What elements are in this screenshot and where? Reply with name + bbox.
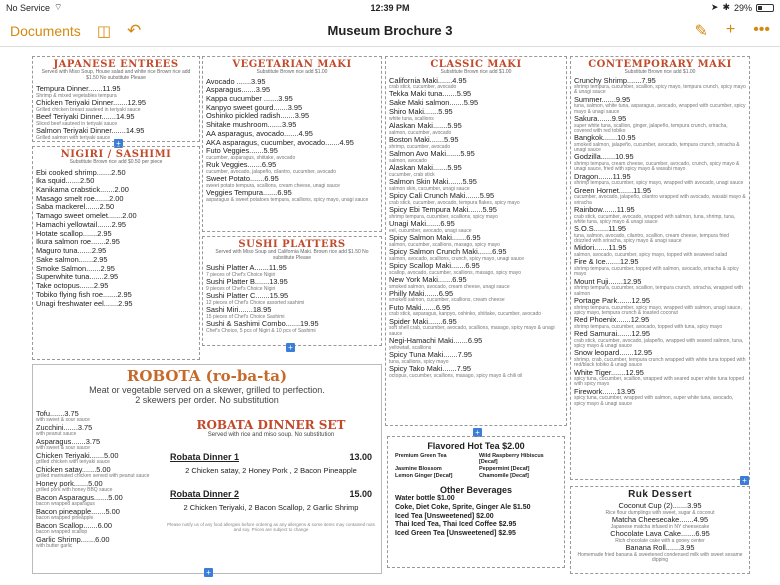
menu-item: Alaskan Maki.......5.95 [389, 162, 462, 172]
brochure-page [30, 52, 752, 582]
menu-item-desc: tuna, scallions, spicy mayo [389, 358, 449, 365]
menu-item-desc: crab stick, cucumber, avocado, jalapeño, wrapped with seared salmon, tuna, spicy mayo & unagi sauce [574, 337, 744, 350]
menu-item: Futo Maki.......6.95 [389, 302, 451, 312]
add-section-icon[interactable]: + [286, 343, 295, 352]
menu-item-desc: super white tuna, scallion, ginger, jalapeño, tempura crunch, sriracha, covered with red tobiko [574, 122, 728, 134]
menu-item-desc: salmon skin, cucumber, unagi sauce [389, 185, 470, 192]
menu-item: Salmon Teriyaki Dinner.......14.95 [36, 125, 145, 135]
menu-item: Coconut Cup (2).......3.95 [618, 501, 702, 510]
vegetarian-sub: Substitute Brown rice add $1.00 [256, 69, 328, 75]
dinner-1-price: 13.00 [349, 451, 372, 462]
menu-item: Hotate scallop.......2.95 [36, 228, 112, 238]
menu-item: Unagi freshwater eel.......2.95 [36, 298, 133, 308]
menu-item-desc: smoked salmon, jalapeño, cucumber, avocado, tempura crunch, sriracha & unagi sauce [574, 141, 740, 154]
menu-item: Rainbow.......11.95 [574, 204, 635, 214]
menu-item-desc: Grilled chicken breast sauteed in teriyaki sauce [36, 106, 141, 113]
robota-box[interactable] [32, 364, 382, 574]
menu-item: Asparagus.......3.75 [36, 436, 101, 446]
menu-item-desc: salmon, avocado [389, 157, 427, 164]
dinner-2-name: Robata Dinner 2 [170, 488, 240, 499]
documents-button[interactable]: Documents [10, 22, 81, 39]
contemporary-maki-box[interactable] [570, 56, 750, 480]
menu-item-desc: Rich chocolate cake with a gooey center [615, 537, 705, 544]
nigiri-sashimi-box[interactable] [32, 146, 200, 360]
menu-item: AKA asparagus, cucumber, avocado.......4.95 [206, 137, 354, 147]
menu-item-desc: Japanese matcha infused in NY cheesecake [610, 523, 710, 530]
app-toolbar [0, 15, 780, 47]
menu-item: Kanikama crabstick.......2.00 [36, 184, 129, 194]
menu-item: Futo Veggies.......5.95 [206, 146, 278, 156]
tea-item: Chamomile [Decaf] [479, 473, 529, 479]
vegetarian-maki-box[interactable] [202, 56, 382, 232]
classic-sub: Substitute Brown rice add $1.00 [440, 69, 512, 75]
beverages-box[interactable] [387, 436, 565, 568]
menu-item: Tofu.......3.75 [36, 408, 79, 418]
menu-item: Spicy Cali Crunch Maki.......5.95 [389, 190, 495, 200]
menu-item: Godzilla.......10.95 [574, 152, 634, 162]
other-beverages-title: Other Beverages [439, 485, 513, 495]
nigiri-sub: Substitute Brown rice add $0.50 per piece [69, 159, 163, 165]
menu-item: AA asparagus, avocado.......4.95 [206, 128, 313, 138]
menu-item: Honey pork.......5.00 [36, 478, 103, 488]
menu-item: Tempura Dinner.......11.95 [36, 84, 121, 93]
menu-item: Sake salmon.......2.95 [36, 254, 108, 264]
tea-item: Peppermint [Decaf] [479, 466, 530, 472]
menu-item: Red Phoenix.......12.95 [574, 315, 650, 325]
menu-item: Smoke Salmon.......2.95 [36, 263, 115, 273]
menu-item: Bacon pineapple.......5.00 [36, 506, 120, 516]
menu-item-desc: octopus, cucumber, scallions, masago, spicy mayo & chili oil [389, 372, 523, 379]
beverage-item: Iced Green Tea [Unsweetened] $2.95 [395, 530, 516, 537]
menu-item: Banana Roll.......3.95 [625, 542, 695, 552]
menu-item-desc: bacon wrapped pineapple [36, 515, 94, 522]
menu-item-desc: spicy tuna, cucumber, scallion, wrapped with seared super white tuna topped with spicy mayo [574, 376, 745, 388]
menu-item: S.O.S.......11.95 [574, 224, 627, 234]
menu-item: New York Maki.......6.95 [389, 274, 467, 284]
robota-sub-1: Meat or vegetable served on a skewer, grilled to perfection. [89, 385, 325, 395]
menu-item-desc: white tuna, scallions [389, 115, 434, 122]
menu-item-desc: smoked salmon, cucumber, scallions, cream cheese [389, 297, 505, 304]
classic-maki-box[interactable] [385, 56, 567, 426]
menu-item-desc: yellowtail, scallions [389, 344, 432, 351]
menu-item-desc: cucumber, avocado, jalapeño, cilantro, cucumber, avocado [206, 169, 337, 176]
menu-item: Chicken satay.......5.00 [36, 464, 111, 474]
tea-item: Jasmine Blossom [395, 466, 442, 472]
tea-item: Wild Raspberry Hibiscus [Decaf] [479, 453, 544, 465]
menu-item: Matcha Cheesecake.......4.95 [611, 514, 709, 524]
menu-item: Sashi Miri.......18.95 [206, 304, 272, 314]
classic-title: CLASSIC MAKI [430, 59, 522, 70]
menu-item-desc: shrimp tempura, cucumber, spicy mayo, wrapped with salmon, unagi sauce, spicy mayo, tempura crunch & toasted coconut [574, 304, 742, 316]
japanese-entrees-title: JAPANESE ENTREES [53, 59, 179, 70]
contemporary-sub: Substitute Brown rice add $1.00 [624, 69, 696, 75]
menu-item: Spider Maki.......6.95 [389, 316, 457, 326]
beverage-item: Iced Tea [Unsweetened] $2.00 [395, 512, 494, 520]
menu-item: Green Hornet.......11.95 [574, 185, 652, 195]
menu-item-desc: shrimp tempura, cucumber, scallion, spicy mayo, tempura crunch, spicy mayo & unagi sauce [574, 84, 746, 96]
menu-item-desc: cucumber, crab stick [389, 171, 435, 178]
platters-title: SUSHI PLATTERS [238, 239, 346, 250]
menu-item-desc: 15 pieces of Chef's Choice Sashimi [206, 313, 285, 320]
menu-item-desc: shrimp, crab, cucumber, tempura crunch wrapped with white tuna topped with red/black tobiko & unagi sauce [574, 357, 746, 369]
menu-item: Unagi Maki.......6.95 [389, 218, 455, 228]
status-bar [0, 0, 780, 15]
nigiri-title: NIGIRI / SASHIMI [60, 149, 172, 160]
robota-title: ROBOTA (ro-ba-ta) [126, 367, 288, 385]
location-icon: ➤ [710, 2, 719, 12]
menu-item-desc: shrimp, cucumber, avocado [389, 143, 451, 150]
menu-item: Dragon.......11.95 [574, 171, 631, 181]
menu-item-desc: salmon, cucumber, scallions, masago, spicy mayo [389, 241, 500, 248]
menu-item: Zucchini.......3.75 [36, 422, 93, 432]
menu-item: Sushi Platter C.......15.95 [206, 290, 289, 300]
menu-item-desc: eel, cucumber, avocado, unagi sauce [389, 227, 472, 234]
menu-item: Spicy Scallop Maki.......6.95 [389, 260, 480, 270]
menu-item: Tobiko flying fish roe.......2.95 [36, 289, 132, 299]
menu-item: Ebi cooked shrimp.......2.50 [36, 167, 126, 177]
menu-item: Sushi & Sashimi Combo.......19.95 [206, 318, 319, 328]
battery-percent: 29% [733, 2, 752, 13]
menu-item: Oshinko pickled radish.......3.95 [206, 111, 310, 121]
menu-item: Bacon Scallop.......6.00 [36, 520, 113, 530]
tea-item: Premium Green Tea [395, 453, 447, 459]
undo-icon[interactable]: ↶ [127, 20, 142, 40]
menu-item: Avocado .......3.95 [206, 76, 266, 86]
allergy-note: Please notify us of any food allergies before ordering as any allergens & some items may contained nuts and soy. Prices are subject to change [167, 521, 375, 532]
menu-item: Sushi Platter A.......11.95 [206, 263, 287, 272]
menu-item: Veggies Tempura.......6.95 [206, 188, 292, 198]
beverage-item: Water bottle $1.00 [395, 495, 455, 502]
menu-item-desc: spicy tuna, cucumber, wrapped with salmon, super white tuna, avocado, spicy mayo & unagi sauce [574, 395, 734, 407]
japanese-entrees-box[interactable] [32, 56, 200, 142]
menu-item: Sweet Potato.......6.95 [206, 174, 279, 184]
menu-item: Fire & Ice.......12.95 [574, 257, 639, 267]
more-icon[interactable]: ••• [753, 20, 770, 38]
clock: 12:39 PM [370, 2, 410, 13]
menu-item-desc: grilled chicken with teriyaki sauce [36, 459, 110, 466]
menu-item: Tamago sweet omelet.......2.00 [36, 211, 137, 221]
menu-item: Chocolate Lava Cake.......6.95 [610, 528, 710, 538]
dinner-2-desc: 2 Chicken Teriyaki, 2 Bacon Scallop, 2 Garlic Shrimp [183, 502, 359, 512]
tea-item: Lemon Ginger [Decaf] [395, 473, 453, 479]
menu-item: Firework.......13.95 [574, 386, 636, 396]
menu-item: Bacon Asparagus.......5.00 [36, 492, 123, 502]
menu-item-desc: crab stick, cucumber, avocado, tempura flakes, spicy mayo [389, 199, 520, 206]
sidebar-icon[interactable]: ◫ [96, 22, 111, 40]
format-brush-icon[interactable]: ✎ [694, 22, 708, 40]
menu-item: Ika squid.......2.50 [36, 176, 95, 186]
wifi-icon: ⌔ [54, 2, 63, 12]
menu-item-desc: Shrimp & mixed vegetables tempura [36, 92, 117, 99]
menu-item: Portage Park.......12.95 [574, 295, 651, 305]
menu-item-desc: cucumber, avocado, jalapeño, cilantro wrapped with avocado, wasabi mayo & sriracha [574, 194, 746, 206]
menu-item-desc: Chef's Choice, 5 pcs of Nigiri & 10 pcs of Sashimi [206, 327, 316, 334]
menu-item-desc: asparagus & sweet potatoes tempura, scallions, spicy mayo, unagi sauce [206, 197, 369, 204]
menu-item-desc: 9 pieces of Chef's Choice Nigiri [206, 285, 276, 292]
menu-item-desc: salmon, cucumber, avocado [389, 129, 452, 136]
carrier-label: No Service [6, 2, 51, 13]
menu-item: California Maki.......4.95 [389, 75, 467, 85]
beverage-item: Coke, Diet Coke, Sprite, Ginger Ale $1.50 [395, 503, 531, 511]
menu-item-desc: salmon, avocado, scallions, crunch, spicy mayo, unagi sauce [389, 255, 525, 262]
menu-item: Spicy Tuna Maki.......7.95 [389, 349, 472, 359]
add-icon[interactable]: + [725, 20, 736, 38]
menu-item-desc: soft shell crab, cucumber, avocado, scallions, masago, spicy mayo & unagi sauce [389, 325, 555, 337]
dessert-box[interactable] [570, 486, 750, 574]
menu-item: Shiro Maki.......5.95 [389, 106, 453, 116]
menu-item-desc: smoked salmon, avocado, cream cheese, unagi sauce [389, 283, 510, 290]
menu-item-desc: crab stick, asparagus, kanpyo, oshinko, shiitake, cucumber, avocado [389, 311, 542, 318]
menu-item-desc: scallop, avocado, cucumber, scallions, masago, spicy mayo [389, 269, 522, 276]
menu-item-desc: crab stick, cucumber, avocado, wrapped with salmon, tuna, shrimp, tuna, white tuna, spicy mayo & unagi sauce [574, 213, 736, 225]
menu-item: Beef Teriyaki Dinner.......14.95 [36, 111, 135, 121]
menu-item: Crunchy Shrimp.......7.95 [574, 75, 656, 85]
menu-item: Superwhite tuna.......2.95 [36, 272, 119, 282]
menu-item: Masago smelt roe.......2.00 [36, 193, 124, 203]
menu-item: Asparagus.......3.95 [206, 85, 271, 95]
add-section-icon[interactable]: + [473, 428, 482, 437]
menu-item-desc: Rice flour dumplings with sweet, sugar & coconut [605, 509, 715, 516]
dinner-set-title: ROBATA DINNER SET [196, 417, 346, 432]
beverage-item: Thai Iced Tea, Thai Iced Coffee $2.95 [395, 521, 517, 529]
menu-item-desc: 12 pieces of Chef's Choice assorted sashimi [206, 299, 305, 306]
menu-item: Maguro tuna.......2.95 [36, 246, 107, 256]
menu-item: Snow leopard.......12.95 [574, 348, 653, 358]
sushi-platters-box[interactable] [202, 236, 382, 346]
dinner-1-name: Robata Dinner 1 [170, 451, 240, 462]
menu-item: Sake Maki salmon.......5.95 [389, 98, 479, 108]
menu-item-desc: shrimp tempura, cucumber, scallions, spicy mayo [389, 213, 498, 220]
menu-item: Philly Maki.......6.95 [389, 288, 454, 298]
menu-item: Garlic Shrimp.......6.00 [36, 534, 110, 544]
menu-item: Spicy Salmon Maki.......6.95 [389, 232, 481, 242]
menu-item-desc: bacon wrapped asparagus [36, 501, 95, 508]
menu-item-desc: with peanut sauce [36, 431, 77, 438]
menu-item: Chicken Teriyaki.......5.00 [36, 450, 119, 460]
menu-item-desc: with sweet & sour sauce [36, 417, 90, 424]
dinner-set-sub: Served with rice and miso soup. No substitution [207, 431, 335, 438]
menu-item: Shitake mushroom.......3.95 [206, 120, 297, 130]
menu-item-desc: Sliced beef sauteed in teriyaki sauce [36, 120, 118, 127]
menu-item: Midori.......11.95 [574, 243, 627, 253]
menu-item: Boston Maki.......5.95 [389, 134, 459, 144]
menu-item: Red Samurai.......12.95 [574, 329, 650, 339]
menu-item: Sakura.......9.95 [574, 113, 627, 123]
menu-item-desc: shrimp tempura, cucumber, topped with salmon, avocado, sriracha & spicy mayo [574, 266, 739, 278]
vegetarian-title: VEGETARIAN MAKI [232, 59, 352, 70]
menu-item-desc: grilled pork with honey BBQ sauce [36, 487, 113, 494]
bluetooth-icon: ✱ [722, 2, 730, 12]
battery-icon [756, 4, 774, 12]
menu-item: Bangkok.......10.95 [574, 133, 636, 143]
menu-item: Chicken Teriyaki Dinner.......12.95 [36, 97, 146, 107]
japanese-entrees-sub: Served with Miso Soup, House salad and white rice Brown rice add $1.50 No substitute Please [41, 69, 191, 81]
menu-item-desc: 7 pieces of Chef's Choice Nigiri [206, 271, 276, 278]
menu-item: Negi-Hamachi Maki.......6.95 [389, 335, 483, 345]
platters-sub: Served with Miso Soup and California Maki. Brown rice add $1.50 No substitute Please [215, 249, 369, 261]
menu-item-desc: bacon wrapped scallop [36, 529, 88, 536]
menu-item-desc: tuna, salmon, avocado, cilantro, scallion, cream cheese, tempura fried drizzled with sriracha, spicy mayo & unagi sauce [574, 232, 730, 245]
menu-item: Kappa cucumber .......3.95 [206, 93, 293, 103]
menu-item-desc: shrimp tempura, cream cheese, cucumber, avocado, crunch, spicy mayo & unagi sauce, fried with spicy mayo & wasabi mayo [574, 161, 740, 173]
menu-item-desc: salmon, avocado, cucumber, spicy mayo, topped with seaweed salad [574, 252, 728, 259]
menu-item-desc: shrimp tempura, cucumber, avocado, topped with tuna, spicy mayo [574, 323, 723, 330]
menu-item: Mount Fuji.......12.95 [574, 276, 642, 286]
menu-item: White Tiger.......12.95 [574, 367, 644, 377]
menu-item: Kanpyo sweet gourd.......3.95 [206, 102, 303, 112]
menu-item-desc: shrimp tempura, cucumber, scallion, tempura crunch, sriracha, wrapped with salmon [574, 285, 743, 297]
menu-item: Salmon Skin Maki.......5.95 [389, 176, 477, 186]
menu-item-desc: sweet potato tempura, scallions, cream cheese, unagi sauce [206, 183, 340, 190]
add-section-icon[interactable]: + [114, 139, 123, 148]
menu-item: Spicy Salmon Crunch Maki.......6.95 [389, 246, 507, 256]
menu-item-desc: cucumber, asparagus, shiitake, avocado [206, 155, 296, 162]
flavored-tea-title: Flavored Hot Tea $2.00 [427, 441, 525, 451]
menu-item: Summer.......9.95 [574, 94, 631, 104]
menu-item-desc: shrimp tempura, cucumber, spicy mayo, wrapped with avocado, unagi sauce [574, 180, 744, 187]
robota-sub-2: 2 skewers per order. No substitution [135, 395, 279, 406]
menu-item: Sushi Platter B.......13.95 [206, 276, 288, 286]
menu-item: Alaskan Maki.......5.95 [389, 120, 462, 130]
menu-item-desc: grilled marinated chicken served with peanut sauce [36, 473, 150, 480]
add-section-icon[interactable]: + [740, 476, 749, 485]
menu-item-desc: tuna, salmon, white tuna, asparagus, avocado, wrapped with cucumber, spicy mayo & unagi sauce [574, 103, 746, 115]
document-title: Museum Brochure 3 [327, 23, 453, 38]
dinner-1-desc: 2 Chicken satay, 2 Honey Pork , 2 Bacon Pineapple [185, 465, 357, 475]
menu-item-desc: Homemade fried banana & sweetened condensed milk with sweet sesame dipping [577, 551, 743, 563]
menu-item: Spicy Tako Maki.......7.95 [389, 363, 472, 373]
menu-item-desc: crab stick, cucumber, avocado [389, 84, 457, 91]
menu-item-desc: Grilled salmon with teriyaki sauce [36, 134, 111, 141]
menu-item: Spicy Ebi Tempura Maki.......5.95 [389, 204, 497, 214]
menu-item: Take octopus.......2.95 [36, 281, 109, 291]
menu-item: Saba mackerel.......2.50 [36, 202, 115, 212]
contemporary-title: CONTEMPORARY MAKI [588, 59, 732, 70]
menu-item: Tekka Maki tuna.......5.95 [389, 89, 472, 99]
menu-item-desc: with sweet & sour sauce [36, 445, 90, 452]
menu-item: Ikura salmon roe.......2.95 [36, 237, 120, 247]
add-section-icon[interactable]: + [204, 568, 213, 577]
menu-item-desc: with butter garlic [36, 543, 73, 550]
dinner-2-price: 15.00 [349, 488, 372, 499]
menu-item: Ruk Veggies.......6.95 [206, 160, 277, 170]
menu-item: Salmon Avo Maki.......5.95 [389, 148, 475, 158]
menu-item: Hamachi yellowtail.......2.95 [36, 219, 126, 229]
dessert-title: Ruk Dessert [628, 489, 692, 500]
